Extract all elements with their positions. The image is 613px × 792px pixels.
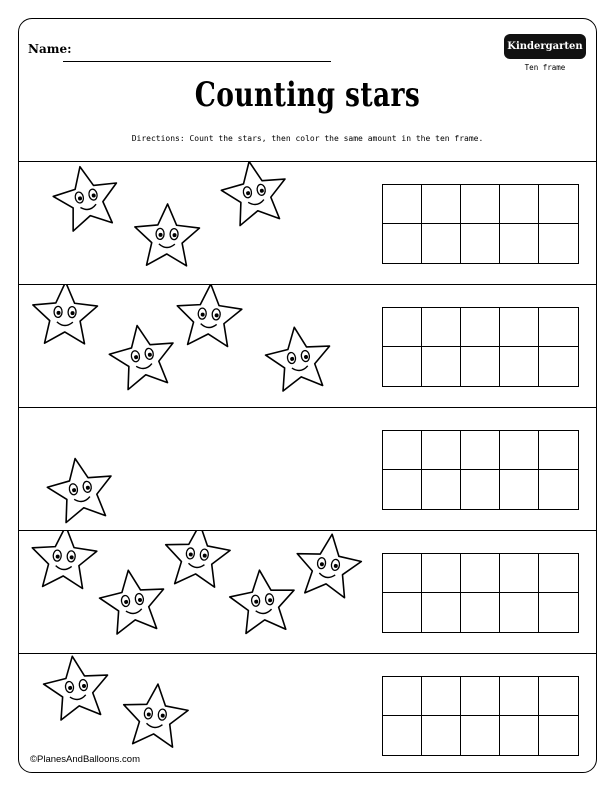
ten-frame-cell[interactable] [461, 308, 500, 347]
ten-frame-cell[interactable] [422, 716, 461, 755]
counting-row [19, 407, 596, 530]
ten-frame [382, 676, 579, 756]
ten-frame-cell[interactable] [500, 716, 539, 755]
ten-frame [382, 553, 579, 633]
topic-label: Ten frame [524, 63, 566, 72]
ten-frame-cell[interactable] [422, 470, 461, 509]
ten-frame-cell[interactable] [383, 716, 422, 755]
ten-frame-cell[interactable] [539, 677, 578, 716]
ten-frame-cell[interactable] [461, 185, 500, 224]
worksheet [18, 18, 597, 773]
smiling-star-icon [227, 567, 298, 635]
ten-frame-cell[interactable] [461, 347, 500, 386]
smiling-star-icon [217, 162, 291, 228]
ten-frame-cell[interactable] [500, 224, 539, 263]
star-group [19, 531, 369, 654]
ten-frame-cell[interactable] [461, 593, 500, 632]
ten-frame-cell[interactable] [539, 593, 578, 632]
counting-row [19, 530, 596, 653]
ten-frame-cell[interactable] [500, 593, 539, 632]
counting-row [19, 161, 596, 284]
ten-frame-cell[interactable] [461, 224, 500, 263]
smiling-star-icon [162, 531, 232, 588]
star-group [19, 285, 369, 408]
ten-frame-cell[interactable] [383, 308, 422, 347]
ten-frame-cell[interactable] [422, 593, 461, 632]
smiling-star-icon [40, 654, 113, 722]
ten-frame [382, 184, 579, 264]
grade-badge: Kindergarten [504, 34, 586, 59]
ten-frame-cell[interactable] [422, 308, 461, 347]
ten-frame-cell[interactable] [461, 431, 500, 470]
ten-frame-cell[interactable] [539, 224, 578, 263]
ten-frame-cell[interactable] [461, 554, 500, 593]
smiling-star-icon [262, 323, 335, 393]
ten-frame-cell[interactable] [383, 431, 422, 470]
ten-frame-cell[interactable] [383, 470, 422, 509]
ten-frame-cell[interactable] [461, 470, 500, 509]
smiling-star-icon [134, 203, 200, 266]
ten-frame-cell[interactable] [383, 224, 422, 263]
smiling-star-icon [175, 285, 243, 347]
ten-frame-cell[interactable] [461, 677, 500, 716]
ten-frame-cell[interactable] [500, 347, 539, 386]
ten-frame-cell[interactable] [383, 185, 422, 224]
ten-frame-cell[interactable] [500, 185, 539, 224]
star-group [19, 162, 369, 285]
smiling-star-icon [96, 566, 169, 636]
ten-frame-cell[interactable] [500, 470, 539, 509]
ten-frame-cell[interactable] [539, 185, 578, 224]
ten-frame-cell[interactable] [422, 677, 461, 716]
smiling-star-icon [32, 285, 98, 344]
ten-frame-cell[interactable] [422, 224, 461, 263]
ten-frame-cell[interactable] [383, 593, 422, 632]
ten-frame-cell[interactable] [461, 716, 500, 755]
smiling-star-icon [43, 453, 117, 525]
ten-frame-cell[interactable] [422, 431, 461, 470]
ten-frame [382, 307, 579, 387]
ten-frame-cell[interactable] [539, 308, 578, 347]
ten-frame-cell[interactable] [539, 431, 578, 470]
ten-frame-cell[interactable] [539, 716, 578, 755]
ten-frame-cell[interactable] [383, 677, 422, 716]
ten-frame-cell[interactable] [383, 347, 422, 386]
directions-text: Directions: Count the stars, then color the same amount in the ten frame. [131, 134, 484, 143]
name-label: Name: [28, 42, 72, 56]
star-group [19, 408, 369, 531]
smiling-star-icon [105, 320, 179, 392]
ten-frame [382, 430, 579, 510]
name-field-line[interactable] [63, 61, 331, 62]
ten-frame-cell[interactable] [539, 347, 578, 386]
ten-frame-cell[interactable] [500, 431, 539, 470]
smiling-star-icon [120, 681, 190, 748]
smiling-star-icon [30, 531, 98, 589]
page-title: Counting stars [194, 75, 421, 115]
ten-frame-cell[interactable] [539, 554, 578, 593]
counting-row [19, 284, 596, 407]
ten-frame-cell[interactable] [422, 185, 461, 224]
smiling-star-icon [293, 531, 365, 599]
ten-frame-cell[interactable] [422, 347, 461, 386]
ten-frame-cell[interactable] [500, 677, 539, 716]
ten-frame-cell[interactable] [422, 554, 461, 593]
ten-frame-cell[interactable] [500, 554, 539, 593]
ten-frame-cell[interactable] [539, 470, 578, 509]
copyright-footer: ©PlanesAndBalloons.com [30, 754, 140, 765]
ten-frame-cell[interactable] [383, 554, 422, 593]
smiling-star-icon [48, 162, 124, 234]
worksheet-header [19, 19, 596, 161]
ten-frame-cell[interactable] [500, 308, 539, 347]
